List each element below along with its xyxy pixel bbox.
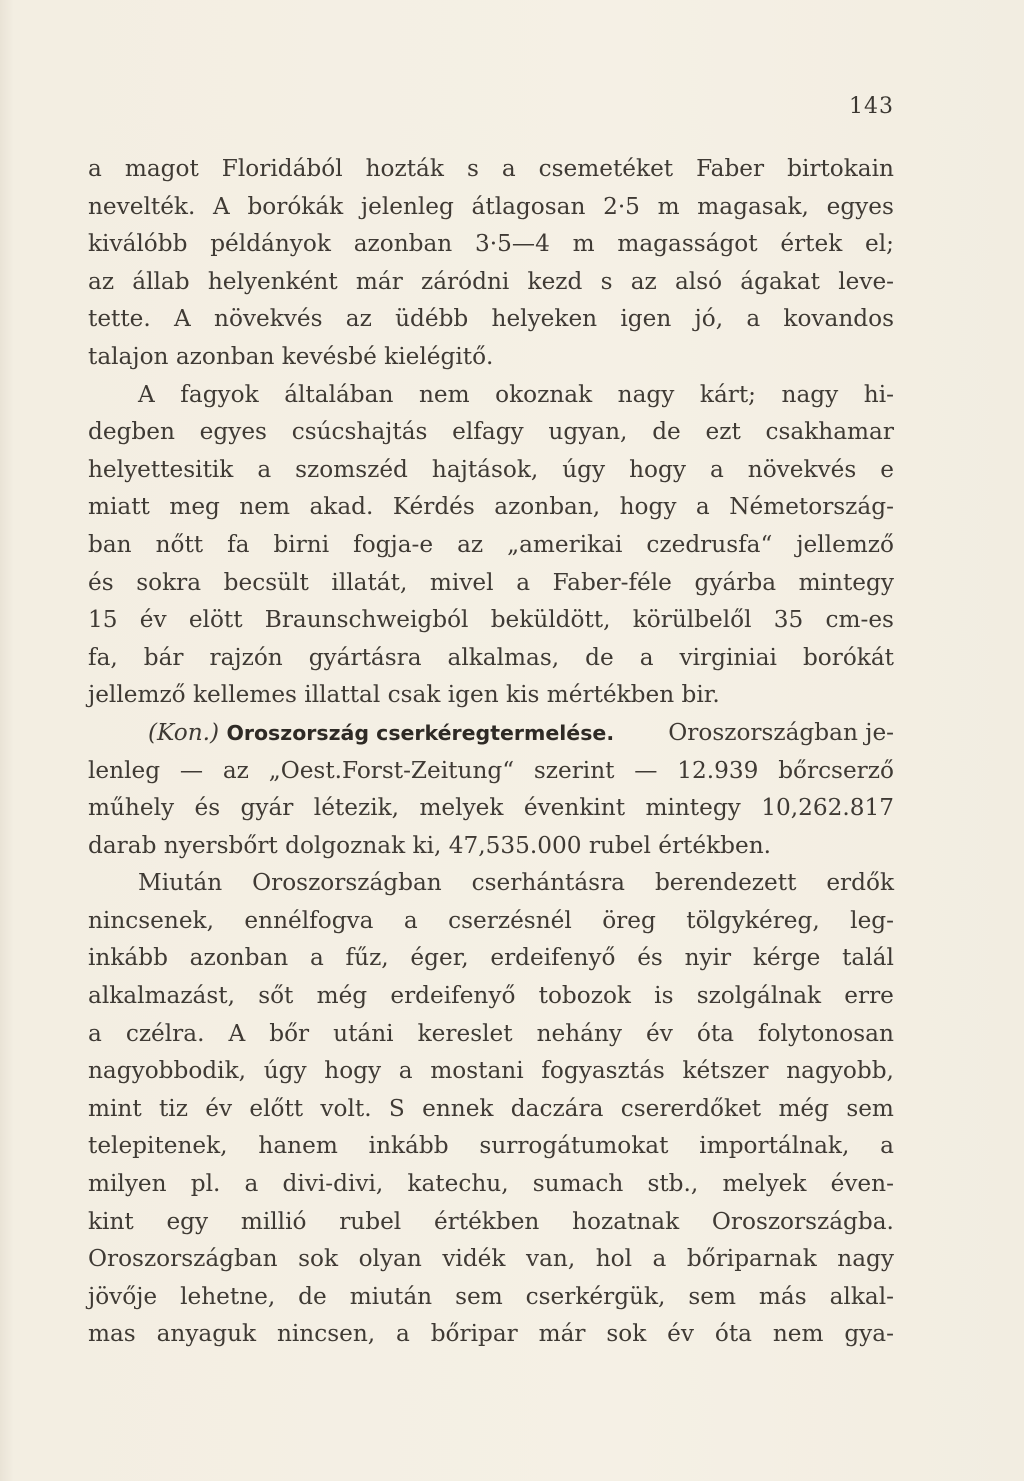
word: még [778, 1094, 829, 1122]
word: még [316, 982, 368, 1010]
word: borókák [247, 192, 344, 220]
word: s [466, 155, 479, 182]
word: melyek [722, 1170, 807, 1198]
word: tobozok [538, 982, 631, 1010]
text-line [88, 564, 894, 602]
word: lenleg [88, 756, 161, 784]
word: miután [349, 1282, 433, 1310]
word: kárt; [699, 380, 756, 408]
text-line [88, 488, 894, 526]
word: kétszer [682, 1057, 769, 1085]
word: a [652, 1245, 667, 1273]
word: el; [865, 230, 894, 258]
word: növekvés [747, 455, 857, 483]
word: s [600, 267, 613, 295]
word: azonban [189, 944, 289, 972]
word: nagyobbodik, [88, 1057, 246, 1085]
word: éger, [410, 944, 469, 972]
word: csúcshajtás [291, 418, 428, 446]
word: évenkint [523, 794, 626, 822]
word: A [213, 192, 230, 220]
word: vidék [442, 1245, 506, 1273]
word: fogja-e [353, 530, 434, 558]
word: e [880, 455, 894, 483]
word: m [657, 192, 680, 220]
text-line [88, 1240, 894, 1278]
text-line [88, 413, 894, 451]
word: — [179, 756, 204, 784]
word: Oroszországba. [711, 1207, 894, 1235]
word: sem [688, 1282, 736, 1310]
word: fa, [88, 643, 118, 671]
word: úgy [562, 455, 606, 483]
word: szerint [533, 756, 615, 784]
word: magasak, [697, 192, 809, 220]
word: hajtások, [431, 455, 539, 483]
word: stb., [647, 1170, 699, 1198]
word: 12.939 [677, 756, 759, 784]
word: és [88, 568, 114, 596]
word: cm-es [825, 606, 894, 634]
word: hanem [258, 1132, 338, 1160]
word: hozatnak [572, 1207, 680, 1235]
word: nagy [781, 380, 839, 408]
word: átlagosan [471, 192, 586, 220]
word: a [244, 1170, 259, 1198]
word: talál [842, 944, 894, 972]
word: az [345, 305, 372, 333]
word: meg [169, 493, 220, 521]
word: nagyobb, [786, 1057, 894, 1085]
word: folytonosan [758, 1019, 894, 1047]
word: hol [595, 1245, 633, 1273]
word: anyaguk [156, 1320, 257, 1348]
word: virginiai [679, 643, 777, 671]
word: helyeken [491, 305, 598, 333]
text-line: jellemző kellemes illattal csak igen kis mértékben bir. [88, 681, 720, 709]
word: alkalmazást, [88, 982, 235, 1010]
word: nehány [536, 1019, 623, 1047]
word: létezik, [313, 794, 400, 822]
word: nincsen, [276, 1320, 376, 1348]
word: öreg [602, 906, 656, 934]
word: műhely [88, 794, 175, 822]
word: nagy [837, 1245, 894, 1273]
word: nincsenek, [88, 906, 214, 934]
word: magasságot [617, 230, 758, 258]
text-line [88, 902, 894, 940]
word: bőripar [430, 1320, 518, 1348]
word: növekvés [214, 305, 323, 333]
word: mintegy [798, 568, 894, 596]
word: elfagy [452, 418, 524, 446]
word: körülbelől [632, 606, 752, 634]
text-line [88, 1278, 894, 1316]
word: azonban, [494, 493, 601, 521]
word: kérge [752, 944, 821, 972]
word: erdeifenyő [490, 944, 616, 972]
word: a [880, 1132, 894, 1160]
word: A [138, 380, 155, 408]
word: A [228, 1019, 246, 1047]
word: rajzón [209, 643, 283, 671]
word: 10,262.817 [761, 794, 894, 822]
word: év [646, 1019, 673, 1047]
word: már [355, 267, 403, 295]
word: óta [714, 1320, 752, 1348]
word: alkal- [829, 1282, 894, 1310]
word: A [174, 305, 191, 333]
text-line [88, 526, 894, 564]
word: melyek [419, 794, 504, 822]
word: mas [88, 1320, 136, 1348]
word: előtt [249, 1094, 304, 1122]
text-line [88, 263, 894, 301]
word: Miután [138, 869, 223, 897]
word: egyes [826, 192, 894, 220]
word: példányok [210, 230, 331, 258]
word: csererdőket [620, 1094, 762, 1122]
word: de [585, 643, 614, 671]
word: czedrusfa“ [646, 530, 773, 558]
word: a [88, 1019, 102, 1047]
word: üdébb [395, 305, 469, 333]
text-line [88, 639, 894, 677]
text-line: talajon azonban kevésbé kielégitő. [88, 342, 494, 370]
text-line [88, 150, 894, 188]
text-line [88, 1165, 894, 1203]
word: hogy [629, 455, 686, 483]
word: jövője [88, 1282, 158, 1310]
word: nevelték. [88, 192, 196, 220]
word: a [396, 1320, 410, 1348]
word: milyen [88, 1170, 167, 1198]
word: csemetéket [538, 155, 674, 182]
word: alsó [674, 267, 723, 295]
text-line [88, 1127, 894, 1165]
word: év [667, 1320, 694, 1348]
word: egyes [199, 418, 267, 446]
page-number: 143 [849, 94, 894, 119]
word: hozták [365, 155, 444, 182]
word: kiválóbb [88, 230, 188, 258]
text-line [88, 1015, 894, 1053]
text-line [88, 752, 894, 790]
word: azonban [353, 230, 453, 258]
word: gyár [240, 794, 294, 822]
word: czélra. [125, 1019, 205, 1047]
word: gyárba [694, 568, 777, 596]
word: leve- [838, 267, 894, 295]
word: értek [780, 230, 843, 258]
word: sok [606, 1320, 647, 1348]
word: a [695, 493, 710, 521]
word: kereslet [417, 1019, 513, 1047]
word: miatt [88, 493, 150, 521]
word: Oroszországban [252, 869, 442, 897]
word: év [205, 1094, 233, 1122]
word: becsült [223, 568, 309, 596]
word: állab [132, 267, 190, 295]
word: igen [620, 305, 672, 333]
word: pl. [190, 1170, 221, 1198]
word: záródni [421, 267, 510, 295]
word: helyenként [207, 267, 338, 295]
word: az [457, 530, 484, 558]
section-heading-line: (Kon.) Oroszország cserkéregtermelése. Oroszországban je- [148, 718, 894, 746]
word: helyettesitik [88, 455, 234, 483]
word: ugyan, [548, 418, 628, 446]
text-line [88, 864, 894, 902]
word: rubel [339, 1207, 402, 1235]
word: értékben [433, 1207, 540, 1235]
word: degben [88, 418, 175, 446]
word: jelenleg [360, 192, 454, 220]
word: erdeifenyő [390, 982, 516, 1010]
word: mostani [430, 1057, 524, 1085]
word: leg- [850, 906, 894, 934]
word: tette. [88, 305, 151, 333]
word: inkább [88, 944, 168, 972]
word: a [309, 944, 324, 972]
word: gya- [844, 1320, 894, 1348]
word: nőtt [155, 530, 204, 558]
text-line [88, 451, 894, 489]
word: mintegy [645, 794, 741, 822]
word: az [88, 267, 115, 295]
word: gyártásra [308, 643, 422, 671]
word: nem [418, 380, 470, 408]
word: daczára [510, 1094, 604, 1122]
word: olyan [358, 1245, 422, 1273]
word: hogy [324, 1057, 382, 1085]
word: bőrcserző [778, 756, 894, 784]
word: okoznak [495, 380, 593, 408]
word: de [652, 418, 681, 446]
word: hi- [863, 380, 894, 408]
word: fa [227, 530, 250, 558]
word: 2·5 [603, 192, 640, 220]
word: ennek [422, 1094, 494, 1122]
section-heading: Oroszország cserkéregtermelése. [226, 720, 615, 745]
word: bőr [269, 1019, 310, 1047]
word: volt. [320, 1094, 372, 1122]
word: inkább [368, 1132, 449, 1160]
word: az [630, 267, 657, 295]
word: Faber-féle [552, 568, 672, 596]
word: m [572, 230, 595, 258]
word: Braunschweigból [264, 606, 469, 634]
word: surrogátumokat [479, 1132, 669, 1160]
word: a [516, 568, 531, 596]
word: sem [455, 1282, 503, 1310]
word: bőriparnak [686, 1245, 817, 1273]
word: ezt [705, 418, 741, 446]
word: magot [124, 155, 199, 182]
word: cserzésnél [448, 906, 572, 934]
word: nagy [617, 380, 675, 408]
word: utáni [333, 1019, 394, 1047]
word: tölgykéreg, [686, 906, 820, 934]
word: kezd [527, 267, 583, 295]
text-line [88, 1090, 894, 1128]
word: jó, [694, 305, 724, 333]
word: sokra [136, 568, 202, 596]
text-line [88, 188, 894, 226]
text-line [88, 376, 894, 414]
word: alkalmas, [447, 643, 560, 671]
word: „amerikai [507, 530, 623, 558]
word: mint [88, 1094, 142, 1122]
word: ágakat [740, 267, 820, 295]
text-line [88, 1315, 894, 1353]
word: nem [772, 1320, 824, 1348]
word: berendezett [654, 869, 797, 897]
word: elött [188, 606, 243, 634]
word: sumach [532, 1170, 624, 1198]
word: mivel [429, 568, 494, 596]
word: már [538, 1320, 586, 1348]
word: millió [240, 1207, 307, 1235]
word: is [654, 982, 674, 1010]
word: beküldött, [490, 606, 611, 634]
word: a [403, 906, 418, 934]
word: ennélfogva [244, 906, 374, 934]
word: erdők [826, 869, 894, 897]
word: a [639, 643, 654, 671]
word: Oroszországban [88, 1245, 278, 1273]
word: az [222, 756, 249, 784]
text-line [88, 1052, 894, 1090]
word: borókát [802, 643, 894, 671]
word: a [746, 305, 761, 333]
text-line [88, 225, 894, 263]
word: és [637, 944, 663, 972]
word: tiz [158, 1094, 188, 1122]
word: sok [298, 1245, 339, 1273]
word: szolgálnak [696, 982, 822, 1010]
word: a [709, 455, 724, 483]
word: ban [88, 530, 132, 558]
text-line [88, 1203, 894, 1241]
word: katechu, [407, 1170, 509, 1198]
word: úgy [263, 1057, 307, 1085]
word: cserkérgük, [525, 1282, 666, 1310]
word: és [194, 794, 221, 822]
word: divi-divi, [282, 1170, 384, 1198]
word: de [298, 1282, 327, 1310]
word: 3·5—4 [475, 230, 550, 258]
word: Kérdés [392, 493, 475, 521]
word: akad. [309, 493, 374, 521]
word: bár [143, 643, 184, 671]
word: kovandos [783, 305, 894, 333]
word: importálnak, [699, 1132, 850, 1160]
word: van, [525, 1245, 576, 1273]
text-line [88, 789, 894, 827]
word: S [388, 1094, 405, 1122]
word: a [501, 155, 516, 182]
body-text [88, 150, 894, 1353]
word: fűz, [345, 944, 389, 972]
word: általában [284, 380, 394, 408]
text-line [88, 977, 894, 1015]
word: cserhántásra [471, 869, 625, 897]
word: Németország- [729, 493, 894, 521]
word: telepitenek, [88, 1132, 228, 1160]
word: fagyok [180, 380, 259, 408]
word: a [398, 1057, 413, 1085]
word: a [257, 455, 272, 483]
word: 15 [88, 606, 118, 634]
word: birtokain [787, 155, 894, 182]
word: jellemző [796, 530, 894, 558]
word: Floridából [221, 155, 343, 182]
word: hogy [619, 493, 677, 521]
word: csakhamar [765, 418, 894, 446]
text-line [88, 601, 894, 639]
word: év [139, 606, 167, 634]
word: lehetne, [180, 1282, 276, 1310]
word: — [634, 756, 658, 784]
word: a [88, 155, 102, 182]
word: egy [166, 1207, 209, 1235]
word: kint [88, 1207, 134, 1235]
author-signature: (Kon.) [148, 718, 220, 746]
word: fogyasztás [541, 1057, 665, 1085]
word: más [758, 1282, 807, 1310]
text-line [88, 939, 894, 977]
word: nem [239, 493, 290, 521]
word: sőt [258, 982, 294, 1010]
word: sem [846, 1094, 894, 1122]
word: birni [273, 530, 330, 558]
word: Faber [696, 155, 765, 182]
word: éven- [830, 1170, 894, 1198]
word: szomszéd [295, 455, 408, 483]
text-line [88, 300, 894, 338]
text-line: darab nyersbőrt dolgoznak ki, 47,535.000 rubel értékben. [88, 831, 772, 859]
word: 35 [773, 606, 804, 634]
word: nyir [684, 944, 732, 972]
word: erre [844, 982, 894, 1010]
word: „Oest.Forst-Zeitung“ [268, 756, 515, 784]
word: óta [696, 1019, 734, 1047]
word: illatát, [331, 568, 408, 596]
